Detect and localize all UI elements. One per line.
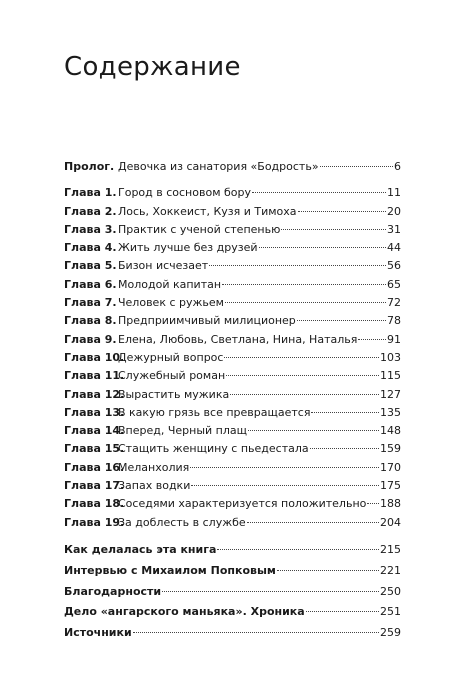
toc-section-row <box>64 561 401 582</box>
chapter-title: Вырастить мужика <box>118 387 230 401</box>
chapter-label: Глава 15. <box>64 442 125 456</box>
chapter-page: 31 <box>387 222 401 236</box>
chapter-label: Глава 9. <box>64 332 117 346</box>
chapter-page: 115 <box>380 369 401 383</box>
toc-chapter-row <box>64 294 401 312</box>
chapter-title: Лось, Хоккеист, Кузя и Тимоха <box>118 204 297 218</box>
chapter-page: 11 <box>387 186 401 200</box>
dot-leader <box>259 247 386 248</box>
chapter-title: Предприимчивый милиционер <box>118 314 296 328</box>
dot-leader <box>224 357 379 358</box>
chapter-label: Глава 3. <box>64 222 117 236</box>
prolog-label: Пролог. <box>64 160 115 173</box>
toc-prolog-row <box>64 158 401 176</box>
spacer <box>64 176 401 184</box>
spacer <box>64 532 401 540</box>
chapter-title: За доблесть в службе <box>118 515 246 529</box>
chapter-title: Дежурный вопрос <box>118 350 224 364</box>
toc-chapter-row <box>64 514 401 532</box>
toc-chapter-row <box>64 276 401 294</box>
dot-leader <box>252 192 386 193</box>
chapter-title: В какую грязь все превращается <box>118 405 311 419</box>
prolog-title: Девочка из санатория «Бодрость» <box>118 160 319 173</box>
toc-chapter-row <box>64 386 401 404</box>
chapter-title: Стащить женщину с пьедестала <box>118 442 309 456</box>
chapter-title: Елена, Любовь, Светлана, Нина, Наталья <box>118 332 358 346</box>
toc-chapter-row <box>64 221 401 239</box>
chapter-page: 175 <box>380 479 401 493</box>
chapter-label: Глава 16. <box>64 460 125 474</box>
chapter-label: Глава 11. <box>64 369 125 383</box>
chapter-title: Меланхолия <box>118 460 190 474</box>
toc-chapter-row <box>64 203 401 221</box>
chapter-title: Вперед, Черный плащ <box>118 424 247 438</box>
chapter-title: Человек с ружьем <box>118 296 224 310</box>
dot-leader <box>133 632 379 633</box>
dot-leader <box>320 166 393 167</box>
chapter-label: Глава 2. <box>64 204 117 218</box>
toc-chapter-row <box>64 367 401 385</box>
toc-section-row <box>64 582 401 603</box>
section-title: Интервью с Михаилом Попковым <box>64 563 276 577</box>
toc-section-row <box>64 602 401 623</box>
chapter-title: Бизон исчезает <box>118 259 209 273</box>
dot-leader <box>277 570 379 571</box>
chapter-page: 159 <box>380 442 401 456</box>
chapter-page: 65 <box>387 277 401 291</box>
chapter-label: Глава 4. <box>64 241 117 255</box>
section-page: 221 <box>380 563 401 577</box>
chapter-page: 148 <box>380 424 401 438</box>
chapter-title: Город в сосновом бору <box>118 186 251 200</box>
chapter-page: 44 <box>387 241 401 255</box>
chapter-label: Глава 7. <box>64 296 117 310</box>
toc-chapter-row <box>64 422 401 440</box>
dot-leader <box>297 320 386 321</box>
chapter-label: Глава 13. <box>64 405 125 419</box>
toc-section-row <box>64 623 401 644</box>
section-title: Благодарности <box>64 584 162 598</box>
toc-chapter-row <box>64 239 401 257</box>
chapter-label: Глава 1. <box>64 186 117 200</box>
chapter-page: 72 <box>387 296 401 310</box>
chapter-list <box>64 184 401 532</box>
chapter-label: Глава 17. <box>64 479 125 493</box>
section-page: 215 <box>380 542 401 556</box>
section-title: Как делалась эта книга <box>64 542 217 556</box>
toc-chapter-row <box>64 257 401 275</box>
chapter-title: Практик с ученой степенью <box>118 222 281 236</box>
chapter-label: Глава 18. <box>64 497 125 511</box>
section-title: Дело «ангарского маньяка». Хроника <box>64 605 305 619</box>
chapter-page: 78 <box>387 314 401 328</box>
chapter-title: Соседями характеризуется положительно <box>118 497 367 511</box>
dot-leader <box>209 265 386 266</box>
toc-chapter-row <box>64 312 401 330</box>
chapter-label: Глава 6. <box>64 277 117 291</box>
dot-leader <box>222 284 386 285</box>
dot-leader <box>358 339 386 340</box>
page-title: Содержание <box>64 52 241 82</box>
section-page: 251 <box>380 605 401 619</box>
dot-leader <box>191 485 379 486</box>
chapter-page: 135 <box>380 405 401 419</box>
dot-leader <box>247 522 379 523</box>
dot-leader <box>190 467 379 468</box>
chapter-label: Глава 5. <box>64 259 117 273</box>
toc-chapter-row <box>64 495 401 513</box>
chapter-title: Служебный роман <box>118 369 226 383</box>
toc-chapter-row <box>64 331 401 349</box>
dot-leader <box>217 549 379 550</box>
section-list <box>64 540 401 644</box>
toc-chapter-row <box>64 459 401 477</box>
toc-chapter-row <box>64 477 401 495</box>
chapter-page: 103 <box>380 350 401 364</box>
chapter-label: Глава 12. <box>64 387 125 401</box>
toc-section-row <box>64 540 401 561</box>
chapter-page: 127 <box>380 387 401 401</box>
dot-leader <box>367 503 379 504</box>
chapter-label: Глава 8. <box>64 314 117 328</box>
chapter-label: Глава 14. <box>64 424 125 438</box>
dot-leader <box>311 412 379 413</box>
prolog-page: 6 <box>394 160 401 173</box>
toc-chapter-row <box>64 440 401 458</box>
toc-chapter-row <box>64 184 401 202</box>
dot-leader <box>310 448 379 449</box>
dot-leader <box>248 430 379 431</box>
chapter-page: 188 <box>380 497 401 511</box>
dot-leader <box>230 394 379 395</box>
toc-chapter-row <box>64 349 401 367</box>
dot-leader <box>306 611 379 612</box>
chapter-label: Глава 19. <box>64 515 125 529</box>
dot-leader <box>281 229 386 230</box>
section-page: 250 <box>380 584 401 598</box>
chapter-title: Жить лучше без друзей <box>118 241 258 255</box>
toc-chapter-row <box>64 404 401 422</box>
dot-leader <box>298 211 386 212</box>
chapter-title: Молодой капитан <box>118 277 222 291</box>
chapter-page: 91 <box>387 332 401 346</box>
dot-leader <box>225 302 386 303</box>
dot-leader <box>162 591 379 592</box>
chapter-title: Запах водки <box>118 479 191 493</box>
section-title: Источники <box>64 626 132 640</box>
chapter-page: 56 <box>387 259 401 273</box>
table-of-contents <box>64 158 401 644</box>
chapter-page: 204 <box>380 515 401 529</box>
section-page: 259 <box>380 626 401 640</box>
chapter-page: 170 <box>380 460 401 474</box>
dot-leader <box>226 375 379 376</box>
chapter-label: Глава 10. <box>64 350 125 364</box>
chapter-page: 20 <box>387 204 401 218</box>
